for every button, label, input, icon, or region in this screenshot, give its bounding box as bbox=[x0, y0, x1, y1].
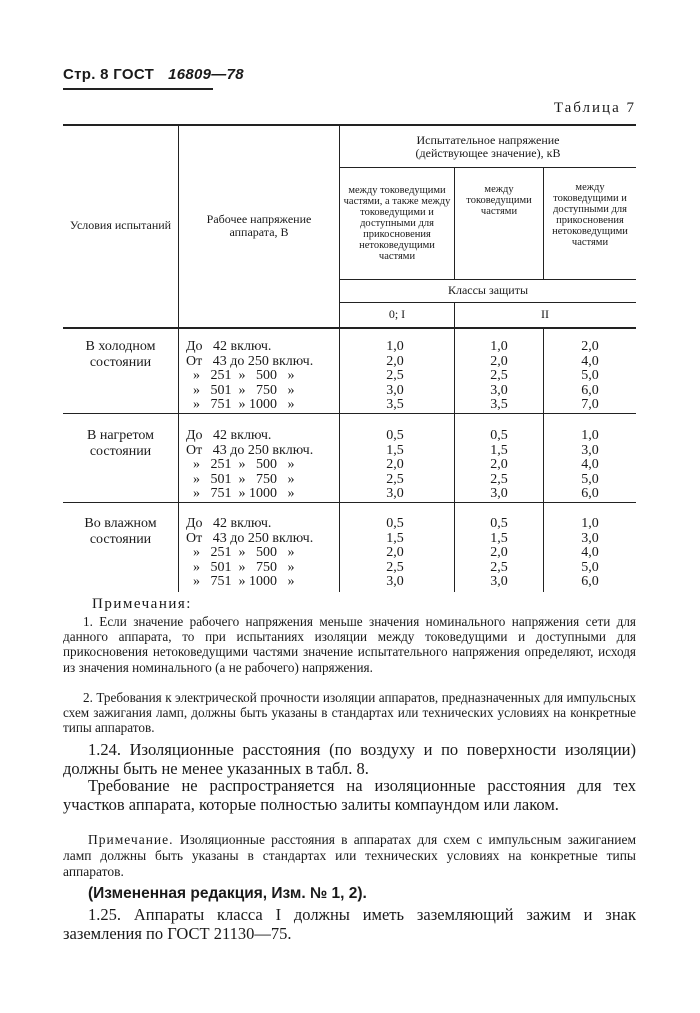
clause-note bbox=[63, 832, 636, 880]
value-cell: 6,0 bbox=[581, 382, 599, 398]
value-cell: 2,0 bbox=[490, 545, 508, 560]
range-row: До 42 включ. bbox=[186, 339, 272, 354]
note-label: Примечание. bbox=[88, 832, 174, 847]
value-cell: 1,5 bbox=[490, 530, 508, 546]
value-cell: 3,0 bbox=[386, 574, 404, 589]
col-rule-4b bbox=[543, 327, 544, 592]
class-2: II bbox=[541, 307, 549, 322]
condition-cold: В холодном состоянии bbox=[85, 339, 156, 370]
value-cell: 6,0 bbox=[581, 574, 599, 589]
value-cell: 5,0 bbox=[581, 368, 599, 383]
clause-1-25: 1.25. Аппараты класса I должны иметь заземляющий зажим и знак заземления по ГОСТ 21130—75. bbox=[63, 905, 636, 943]
value-cell: 3,0 bbox=[581, 442, 599, 458]
value-cell: 3,0 bbox=[490, 486, 508, 501]
group-rule-2 bbox=[63, 502, 636, 503]
value-cell: 1,0 bbox=[386, 339, 404, 354]
range-row: » 501 » 750 » bbox=[186, 559, 295, 575]
value-cell: 2,0 bbox=[490, 457, 508, 472]
value-cell: 2,0 bbox=[386, 457, 404, 472]
value-cell: 3,5 bbox=[490, 397, 508, 412]
range-row: » 751 » 1000 » bbox=[186, 397, 295, 412]
clause-1-24: 1.24. Изоляционные расстояния (по воздуху и по поверхности изоляции) должны быть не менее указанных в табл. 8. bbox=[63, 740, 636, 778]
range-row: До 42 включ. bbox=[186, 428, 272, 443]
amended-edition: (Измененная редакция, Изм. № 1, 2). bbox=[88, 885, 367, 902]
col-rule-3b bbox=[454, 302, 455, 592]
condition-heated: В нагретом состоянии bbox=[86, 428, 155, 459]
notes-title: Примечания: bbox=[92, 596, 192, 612]
range-row: » 751 » 1000 » bbox=[186, 574, 295, 589]
table-caption: Таблица 7 bbox=[553, 100, 636, 116]
value-cell: 2,5 bbox=[490, 471, 508, 487]
note-text: Изоляционные расстояния в аппаратах для схем с импульсным зажиганием ламп должны быть указаны в стандартах или технических условиях на конкретные типы аппаратов. bbox=[63, 832, 637, 879]
range-row: От 43 до 250 включ. bbox=[186, 442, 314, 458]
col-rule-1 bbox=[178, 124, 179, 592]
value-cell: 2,0 bbox=[386, 545, 404, 560]
subcol-header-3: между токоведущими и доступными для прикосновения нетоковедущими частями bbox=[552, 182, 628, 248]
protection-classes-header: Классы защиты bbox=[447, 283, 529, 298]
header-rule bbox=[63, 88, 213, 90]
value-cell: 2,5 bbox=[386, 559, 404, 575]
value-cell: 2,5 bbox=[386, 471, 404, 487]
value-cell: 2,0 bbox=[490, 353, 508, 369]
value-cell: 3,0 bbox=[490, 382, 508, 398]
group-rule-1 bbox=[63, 413, 636, 414]
range-row: » 251 » 500 » bbox=[186, 457, 295, 472]
value-cell: 0,5 bbox=[490, 428, 508, 443]
note-1: 1. Если значение рабочего напряжения меньше значения номинального напряжения сети для данного аппарата, то при испытаниях изоляции между токоведущими и доступными для прикосновения нетоковедущими частями значение испытательного напряжения определяют, исходя из значения номинального (а не рабочего) напряжения. bbox=[63, 614, 636, 675]
page-header bbox=[63, 66, 244, 83]
range-row: До 42 включ. bbox=[186, 516, 272, 531]
value-cell: 1,0 bbox=[490, 339, 508, 354]
rule-under-test-voltage bbox=[339, 167, 636, 168]
value-cell: 3,5 bbox=[386, 397, 404, 412]
value-cell: 2,5 bbox=[490, 368, 508, 383]
range-row: От 43 до 250 включ. bbox=[186, 530, 314, 546]
value-cell: 7,0 bbox=[581, 397, 599, 412]
value-cell: 1,5 bbox=[490, 442, 508, 458]
range-row: От 43 до 250 включ. bbox=[186, 353, 314, 369]
table-7 bbox=[63, 124, 636, 592]
page-label: Стр. 8 ГОСТ bbox=[63, 66, 155, 83]
range-row: » 751 » 1000 » bbox=[186, 486, 295, 501]
value-cell: 4,0 bbox=[581, 353, 599, 369]
col-rule-4a bbox=[543, 167, 544, 279]
value-cell: 5,0 bbox=[581, 471, 599, 487]
value-cell: 1,5 bbox=[386, 442, 404, 458]
value-cell: 5,0 bbox=[581, 559, 599, 575]
col-rule-3a bbox=[454, 167, 455, 279]
range-row: » 251 » 500 » bbox=[186, 545, 295, 560]
value-cell: 0,5 bbox=[386, 428, 404, 443]
value-cell: 4,0 bbox=[581, 545, 599, 560]
value-cell: 2,0 bbox=[581, 339, 599, 354]
value-cell: 2,5 bbox=[386, 368, 404, 383]
value-cell: 3,0 bbox=[581, 530, 599, 546]
value-cell: 2,5 bbox=[490, 559, 508, 575]
col-header-conditions: Условия испытаний bbox=[69, 218, 172, 232]
value-cell: 1,5 bbox=[386, 530, 404, 546]
col-header-voltage: Рабочее напряжение аппарата, В bbox=[206, 211, 312, 239]
value-cell: 4,0 bbox=[581, 457, 599, 472]
subcol-header-1: между токоведущими частями, а также между токоведущими и доступными для прикосновения нетоковедущими частями bbox=[343, 184, 451, 262]
value-cell: 6,0 bbox=[581, 486, 599, 501]
value-cell: 0,5 bbox=[490, 516, 508, 531]
range-row: » 501 » 750 » bbox=[186, 382, 295, 398]
value-cell: 1,0 bbox=[581, 516, 599, 531]
clause-1-24-exception: Требование не распространяется на изоляционные расстояния для тех участков аппарата, которые полностью залиты компаундом или лаком. bbox=[63, 776, 636, 814]
value-cell: 1,0 bbox=[581, 428, 599, 443]
header-bottom-rule bbox=[63, 327, 636, 329]
range-row: » 251 » 500 » bbox=[186, 368, 295, 383]
rule-under-subcols bbox=[339, 279, 636, 280]
class-0-1: 0; I bbox=[388, 307, 406, 322]
range-row: » 501 » 750 » bbox=[186, 471, 295, 487]
col-header-test-voltage: Испытательное напряжение (действующее значение), кВ bbox=[415, 133, 561, 160]
value-cell: 3,0 bbox=[386, 382, 404, 398]
subcol-header-2: между токоведущими частями bbox=[466, 183, 532, 217]
note-2: 2. Требования к электрической прочности изоляции аппаратов, предназначенных для импульсных схем зажигания ламп, должны быть указаны в стандартах или технических условиях на конкретные типы аппаратов. bbox=[63, 690, 636, 736]
value-cell: 3,0 bbox=[386, 486, 404, 501]
col-rule-2 bbox=[339, 124, 340, 592]
condition-humid: Во влажном состоянии bbox=[84, 516, 157, 547]
value-cell: 2,0 bbox=[386, 353, 404, 369]
rule-under-classes bbox=[339, 302, 636, 303]
value-cell: 0,5 bbox=[386, 516, 404, 531]
doc-number: 16809—78 bbox=[168, 66, 244, 83]
value-cell: 3,0 bbox=[490, 574, 508, 589]
